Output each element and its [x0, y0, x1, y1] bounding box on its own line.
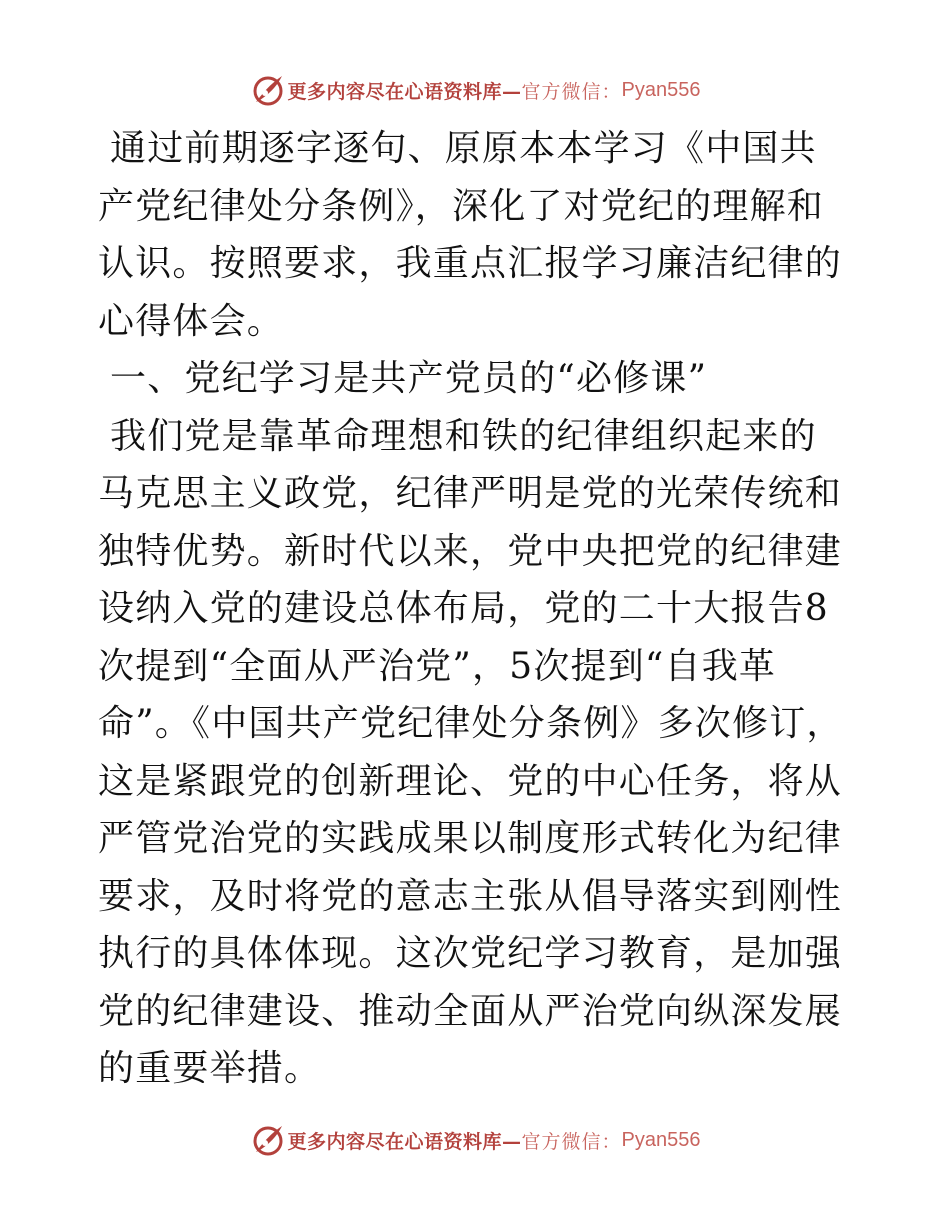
banner-text: 更多内容尽在心语资料库— — [287, 1130, 522, 1153]
banner-wechat-id: Pyan556 — [621, 1128, 701, 1151]
body-paragraph: 我们党是靠革命理想和铁的纪律组织起来的马克思主义政党，纪律严明是党的光荣传统和独特优势。新时代以来，党中央把党的纪律建设纳入党的建设总体布局，党的二十大报告8次提到“全面从严治党”，5次提到“自我革命”。《中国共产党纪律处分条例》多次修订，这是紧跟党的创新理论、党的中心任务，将从严管党治党的实践成果以制度形式转化为纪律要求，及时将党的意志主张从倡导落实到刚性执行的具体体现。这次党纪学习教育，是加强党的纪律建设、推动全面从严治党向纵深发展的重要举措。 — [98, 415, 844, 1089]
banner-wechat-id: Pyan556 — [621, 78, 701, 101]
document-body — [98, 120, 850, 1098]
feather-pen-logo-icon — [250, 1122, 286, 1158]
banner-wechat-label: 官方微信： — [521, 80, 622, 103]
footer-banner — [0, 1120, 950, 1160]
header-banner — [0, 70, 950, 110]
section-heading: 一、党纪学习是共产党员的“必修课” — [110, 358, 708, 399]
feather-pen-logo-icon — [250, 72, 286, 108]
banner-text: 更多内容尽在心语资料库— — [287, 80, 522, 103]
banner-wechat-label: 官方微信： — [521, 1130, 622, 1153]
intro-paragraph: 通过前期逐字逐句、原原本本学习《中国共产党纪律处分条例》，深化了对党纪的理解和认识。按照要求，我重点汇报学习廉洁纪律的心得体会。 — [98, 128, 843, 342]
